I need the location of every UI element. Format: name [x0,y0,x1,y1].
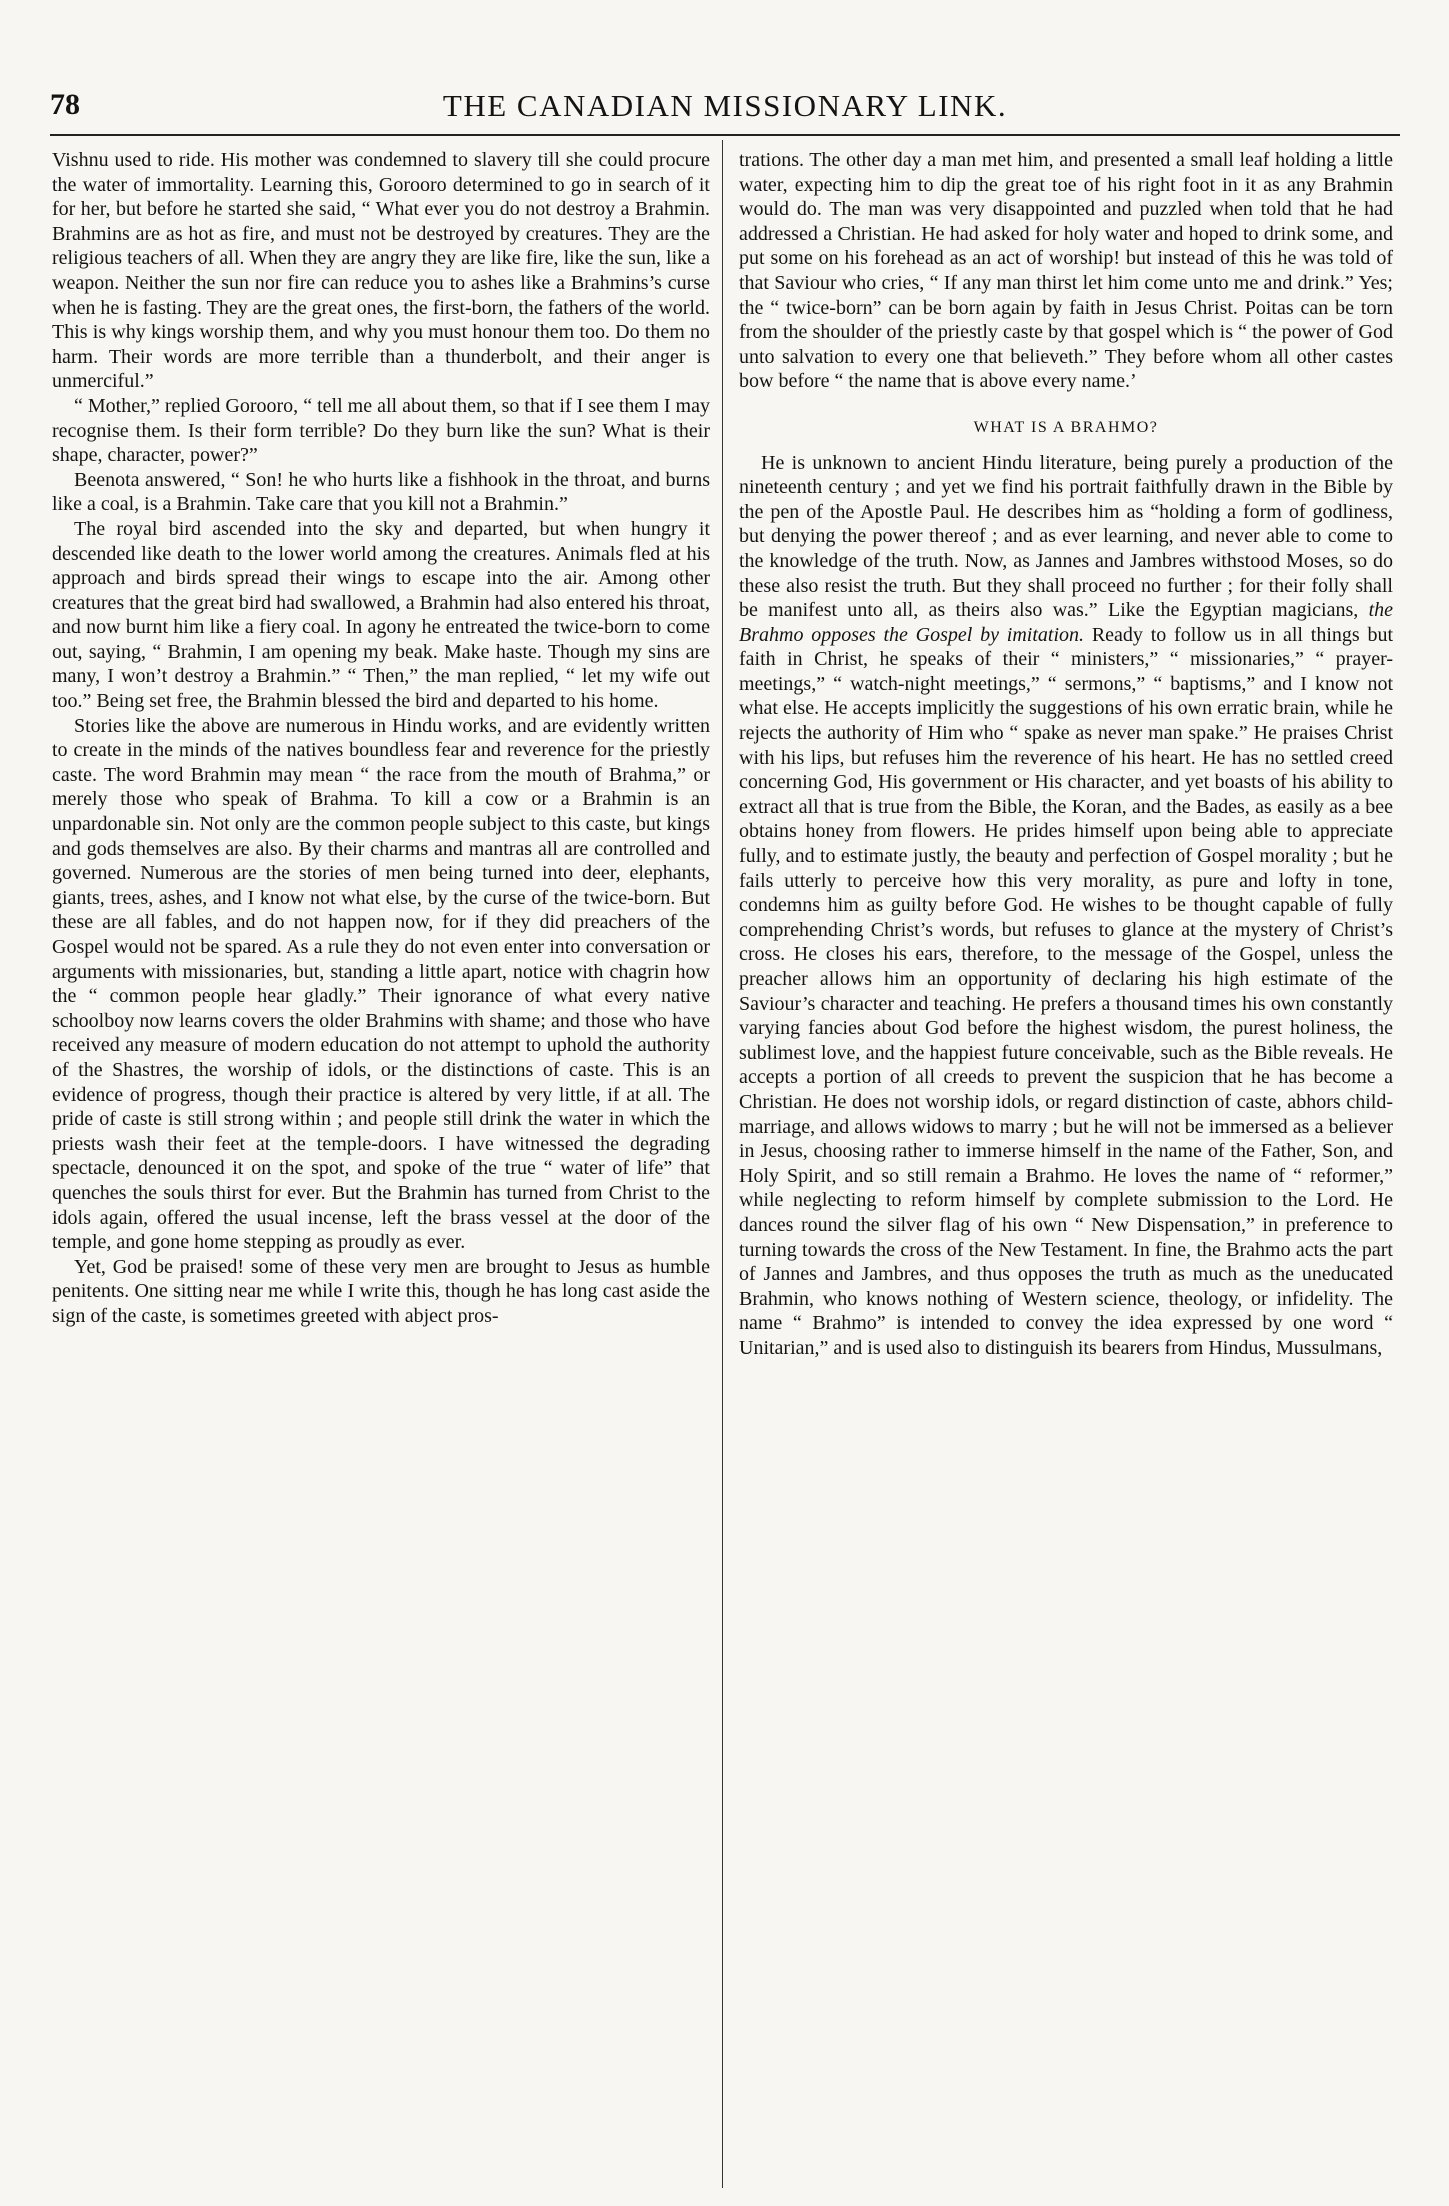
header-rule [50,134,1400,136]
left-column [52,148,710,1329]
left-paragraph-1: Vishnu used to ride. His mother was condemned to slavery till she could procure the water of immortality. Learning this, Gorooro determined to go in search of it for her, but before he started she said, “ What ever you do not destroy a Brahmin. Brahmins are as hot as fire, and must not be destroyed by creatures. They are the religious teachers of all. When they are angry they are like fire, like the sun, like a weapon. Neither the sun nor fire can reduce you to ashes like a Brahmins’s curse when he is fasting. They are the great ones, the first-born, the fathers of the world. This is why kings worship them, and why you must honour them too. Do them no harm. Their words are more terrible than a thunderbolt, and their anger is unmerciful.” [52,149,710,393]
right-column [739,148,1393,1361]
page-header [50,88,1400,128]
italic-phrase: the Brahmo opposes the Gospel by imitation. [739,599,1394,646]
page-number: 78 [50,88,80,121]
right-paragraph-1: trations. The other day a man met him, and presented a small leaf holding a little water, expecting him to dip the great toe of his right foot in it as any Brahmin would do. The man was very disappointed and puzzled when told that he had addressed a Christian. He had asked for holy water and hoped to drink some, and put some on his forehead as an act of worship! but instead of this he was told of that Saviour who cries, “ If any man thirst let him come unto me and drink.” Yes; the “ twice-born” can be born again by faith in Jesus Christ. Poitas can be torn from the shoulder of the priestly caste by that gospel which is “ the power of God unto salvation to every one that believeth.” They before whom all other castes bow before “ the name that is above every name.’ [739,149,1393,393]
section-heading: WHAT IS A BRAHMO? [973,418,1159,436]
left-paragraph-4: The royal bird ascended into the sky and departed, but when hungry it descended like death to the lower world among the creatures. Animals fled at his approach and birds spread their wings to escape into the air. Among other creatures that the great bird had swallowed, a Brahmin had also entered his throat, and now burnt him like a fiery coal. In agony he entreated the twice-born to come out, saying, “ Brahmin, I am opening my beak. Make haste. Though my sins are many, I won’t destroy a Brahmin.” “ Then,” the man replied, “ let my wife out too.” Being set free, the Brahmin blessed the bird and departed to his home. [52,517,710,713]
column-divider [722,140,723,2188]
right-paragraph-2-rest: Ready to follow us in all things but faith in Christ, he speaks of their “ ministers,” “ missionaries,” “ prayer-meetings,” “ watch-night meetings,” “ sermons,” “ baptisms,” and I know not what else. He accepts implicitly the suggestions of his own erratic brain, while he rejects the authority of Him who “ spake as never man spake.” He praises Christ with his lips, but refuses him the reverence of his heart. He has no settled creed concerning God, His government or His character, and yet boasts of his ability to extract all that is true from the Bible, the Koran, and the Bades, as easily as a bee obtains honey from flowers. He prides himself upon being able to appreciate fully, and to estimate justly, the beauty and perfection of Gospel morality ; but he fails utterly to perceive how this very morality, as pure and lofty in tone, condemns him as guilty before God. He wishes to be thought capable of fully comprehending Christ’s words, but refuses to glance at the mystery of Christ’s cross. He closes his ears, therefore, to the message of the Gospel, unless the preacher allows him an opportunity of declaring his high estimate of the Saviour’s character and teaching. He prefers a thousand times his own constantly varying fancies about God before the highest wisdom, the purest holiness, the sublimest love, and the happiest future conceivable, such as the Bible reveals. He accepts a portion of all creeds to prevent the suspicion that he has become a Christian. He does not worship idols, or regard distinction of caste, abhors child-marriage, and allows widows to marry ; but he will not be immersed as a believer in Jesus, choosing rather to immerse himself in the name of the Father, Son, and Holy Spirit, and so still remain a Brahmo. He loves the name of “ reformer,” while neglecting to reform himself by complete submission to the Lord. He dances round the silver flag of his own “ New Dispensation,” in preference to turning towards the cross of the New Testament. In fine, the Brahmo acts the part of Jannes and Jambres, and thus opposes the truth as much as the uneducated Brahmin, who knows nothing of Western science, theology, or infidelity. The name “ Brahmo” is intended to convey the idea expressed by one word “ Unitarian,” and is used also to distinguish its bearers from Hindus, Mussulmans, [739,623,1393,1359]
left-paragraph-6: Yet, God be praised! some of these very men are brought to Jesus as humble penitents. One sitting near me while I write this, though he has long cast aside the sign of the caste, is sometimes greeted with abject pros- [52,1255,710,1327]
left-paragraph-5: Stories like the above are numerous in Hindu works, and are evidently written to create in the minds of the natives boundless fear and reverence for the priestly caste. The word Brahmin may mean “ the race from the mouth of Brahma,” or merely those who speak of Brahma. To kill a cow or a Brahmin is an unpardonable sin. Not only are the common people subject to this caste, but kings and gods themselves are also. By their charms and mantras all are controlled and governed. Numerous are the stories of men being turned into deer, elephants, giants, trees, ashes, and I know not what else, by the curse of the twice-born. But these are all fables, and do not happen now, for if they did preachers of the Gospel would not be spared. As a rule they do not even enter into conversation or arguments with missionaries, but, standing a little apart, notice with chagrin how the “ common people hear gladly.” Their ignorance of what every native schoolboy now learns covers the older Brahmins with shame; and those who have received any measure of modern education do not attempt to uphold the authority of the Shastres, the worship of idols, or the distinctions of caste. This is an evidence of progress, though their practice is altered by very little, if at all. The pride of caste is still strong within ; and people still drink the water in which the priests wash their feet at the temple-doors. I have witnessed the degrading spectacle, denounced it on the spot, and spoke of the true “ water of life” that quenches the souls thirst for ever. But the Brahmin has turned from Christ to the idols again, offered the usual incense, left the brass vessel at the door of the temple, and gone home stepping as proudly as ever. [52,714,710,1254]
right-paragraph-2-start: He is unknown to ancient Hindu literature, being purely a production of the nineteenth century ; and yet we find his portrait faithfully drawn in the Bible by the pen of the Apostle Paul. He describes him as “holding a form of godliness, but denying the power thereof ; and as ever learning, and never able to come to the knowledge of the truth. Now, as Jannes and Jambres withstood Moses, so do these also resist the truth. But they shall proceed no further ; for their folly shall be manifest unto all, as theirs also was.” Like the Egyptian magicians, [739,451,1393,622]
left-paragraph-2: “ Mother,” replied Gorooro, “ tell me all about them, so that if I see them I may recognise them. Is their form terrible? Do they burn like the sun? What is their shape, character, power?” [52,394,710,467]
left-paragraph-3: Beenota answered, “ Son! he who hurts like a fishhook in the throat, and burns like a coal, is a Brahmin. Take care that you kill not a Brahmin.” [52,468,710,516]
right-paragraph-2 [739,451,1393,1361]
journal-title: THE CANADIAN MISSIONARY LINK. [442,88,1008,123]
